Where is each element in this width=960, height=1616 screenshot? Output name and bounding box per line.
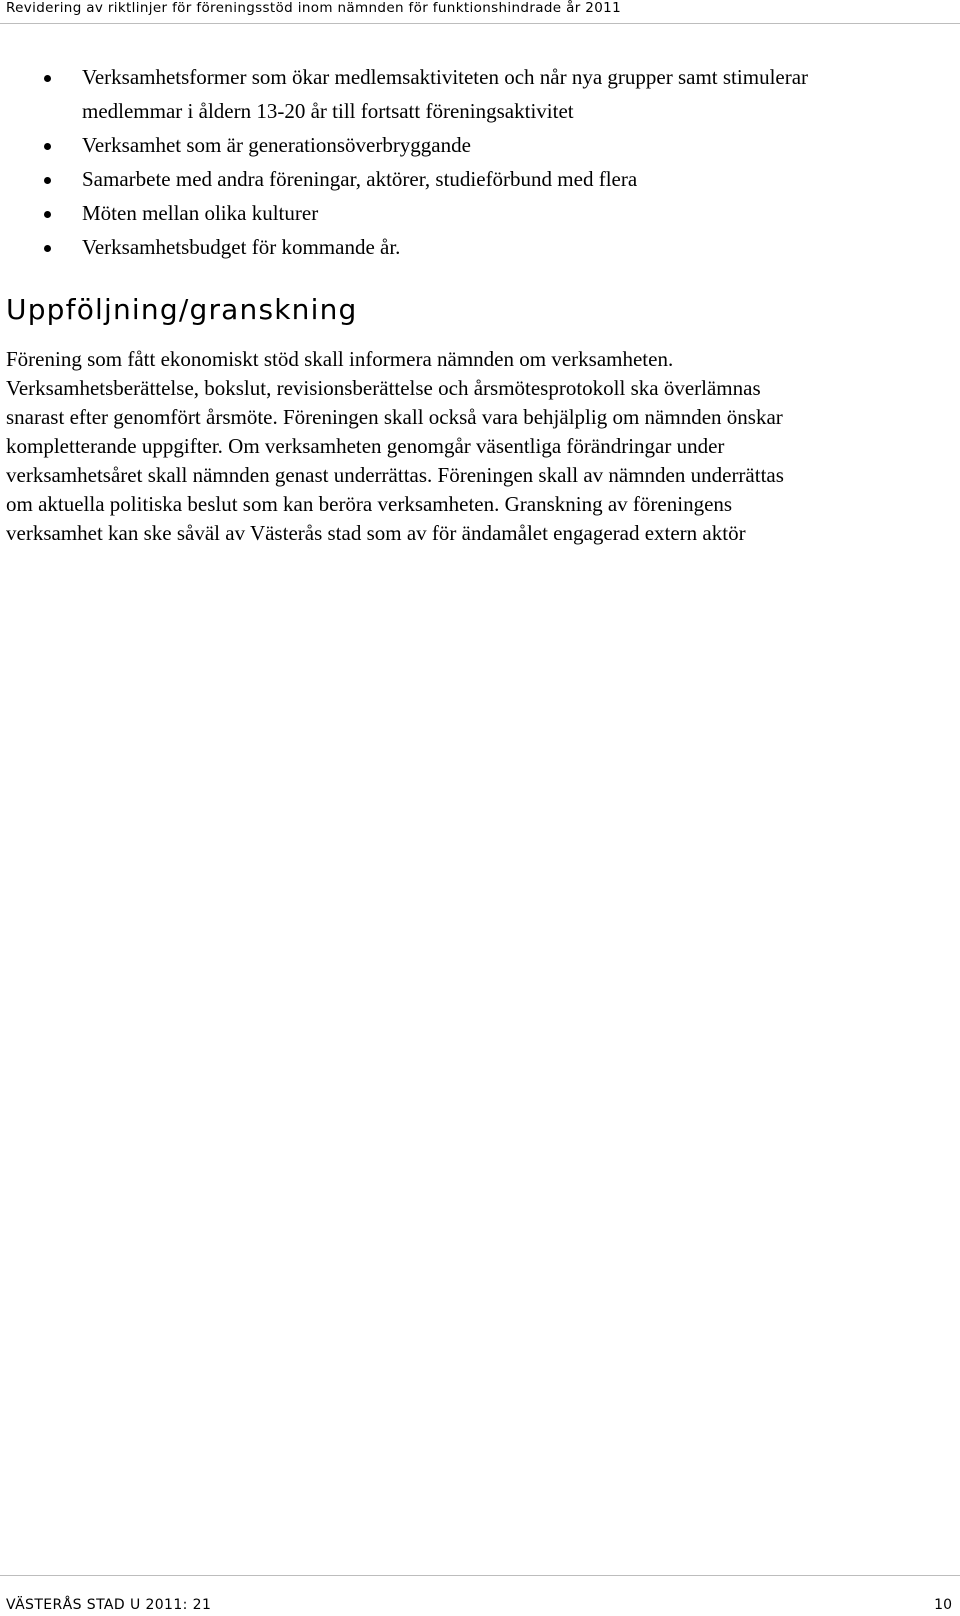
paragraph-line: snarast efter genomfört årsmöte. Föreningen skall också vara behjälplig om nämnden önskar: [6, 405, 783, 429]
list-item-text: Verksamhetsformer som ökar medlemsaktiviteten och når nya grupper samt stimulerar: [82, 65, 809, 89]
list-item-text: Samarbete med andra föreningar, aktörer, studieförbund med flera: [82, 167, 638, 191]
paragraph-line: kompletterande uppgifter. Om verksamheten genomgår väsentliga förändringar under: [6, 434, 725, 458]
bullet-icon: [44, 211, 51, 218]
list-item: [0, 162, 960, 196]
list-item-text: Verksamhetsbudget för kommande år.: [82, 235, 401, 259]
header-title: Revidering av riktlinjer för föreningsstöd inom nämnden för funktionshindrade år 2011: [6, 0, 622, 16]
list-item: [0, 128, 960, 162]
paragraph-line: Förening som fått ekonomiskt stöd skall informera nämnden om verksamheten.: [6, 347, 674, 371]
paragraph-line: om aktuella politiska beslut som kan beröra verksamheten. Granskning av föreningens: [6, 492, 733, 516]
footer-divider: [0, 1575, 960, 1576]
bullet-icon: [44, 75, 51, 82]
bullet-list: [0, 60, 960, 264]
list-item-text: Verksamhet som är generationsöverbryggande: [82, 133, 471, 157]
bullet-icon: [44, 245, 51, 252]
paragraph-line: verksamhet kan ske såväl av Västerås stad som av för ändamålet engagerad extern aktör: [6, 521, 746, 545]
paragraph-line: Verksamhetsberättelse, bokslut, revisionsberättelse och årsmötesprotokoll ska överlämnas: [6, 376, 761, 400]
bullet-icon: [44, 143, 51, 150]
paragraph-line: verksamhetsåret skall nämnden genast underrättas. Föreningen skall av nämnden underrättas: [6, 463, 784, 487]
list-item: [0, 230, 960, 264]
list-item-text: medlemmar i åldern 13-20 år till fortsatt föreningsaktivitet: [82, 99, 574, 123]
list-item-text: Möten mellan olika kulturer: [82, 201, 319, 225]
list-item: [0, 196, 960, 230]
page-number: 10: [934, 1597, 952, 1613]
page-header: [0, 0, 960, 28]
section-heading: Uppföljning/granskning: [6, 293, 358, 326]
body-paragraph: [6, 345, 956, 548]
bullet-icon: [44, 177, 51, 184]
list-item: [0, 60, 960, 94]
header-divider: [0, 23, 960, 24]
footer-document-id: VÄSTERÅS STAD U 2011: 21: [6, 1597, 212, 1613]
list-item-continuation: [0, 94, 960, 128]
